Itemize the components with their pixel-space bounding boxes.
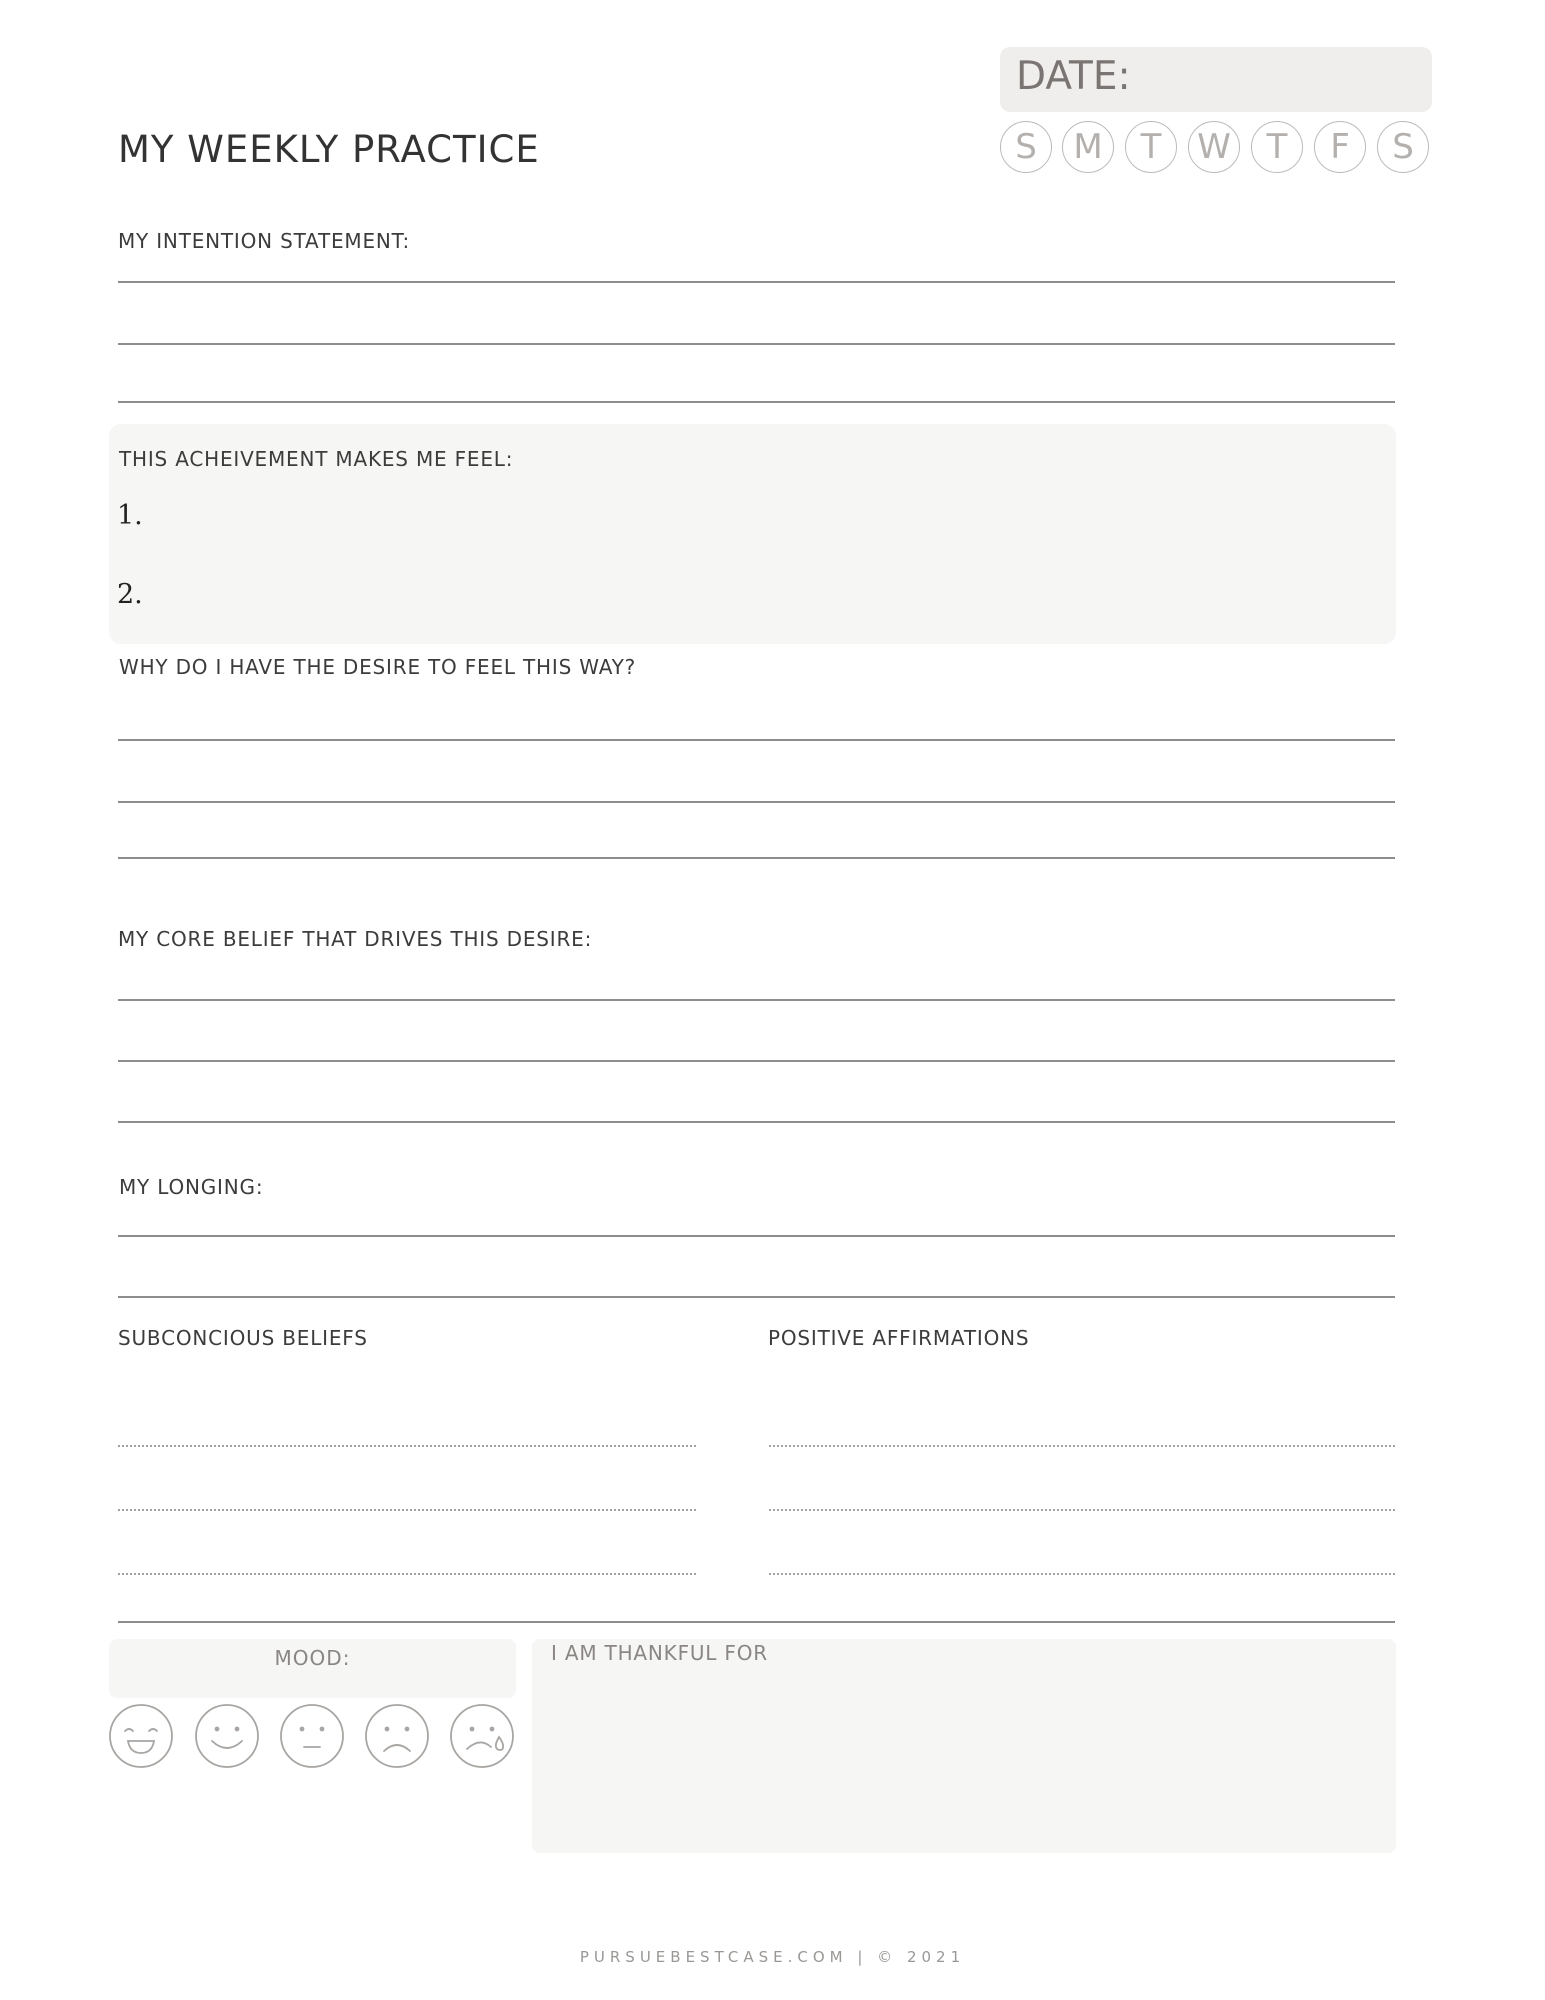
longing-label: MY LONGING: — [119, 1175, 264, 1199]
day-circle-saturday[interactable]: S — [1377, 121, 1429, 173]
feel-item-number: 1. — [117, 500, 143, 531]
affirmations-label: POSITIVE AFFIRMATIONS — [768, 1326, 1030, 1350]
day-circle-friday[interactable]: F — [1314, 121, 1366, 173]
day-circle-wednesday[interactable]: W — [1188, 121, 1240, 173]
longing-line[interactable] — [118, 1235, 1395, 1237]
section-divider — [118, 1621, 1395, 1623]
why-line[interactable] — [118, 857, 1395, 859]
feel-label: THIS ACHEIVEMENT MAKES ME FEEL: — [119, 447, 514, 471]
longing-line[interactable] — [118, 1296, 1395, 1298]
laughing-face-icon[interactable] — [108, 1703, 174, 1769]
core-belief-label: MY CORE BELIEF THAT DRIVES THIS DESIRE: — [118, 927, 593, 951]
feel-item-number: 2. — [117, 579, 143, 610]
day-circle-tuesday[interactable]: T — [1125, 121, 1177, 173]
day-circle-monday[interactable]: M — [1062, 121, 1114, 173]
smiling-face-icon[interactable] — [194, 1703, 260, 1769]
why-label: WHY DO I HAVE THE DESIRE TO FEEL THIS WAY? — [119, 655, 637, 679]
thankful-box[interactable] — [532, 1639, 1396, 1853]
intention-line[interactable] — [118, 343, 1395, 345]
affirmation-line[interactable] — [769, 1573, 1395, 1575]
intention-line[interactable] — [118, 401, 1395, 403]
subconscious-line[interactable] — [118, 1573, 696, 1575]
page-title: MY WEEKLY PRACTICE — [118, 128, 540, 171]
footer: PURSUEBESTCASE.COM | © 2021 — [579, 1948, 966, 1966]
intention-label: MY INTENTION STATEMENT: — [118, 229, 411, 253]
neutral-face-icon[interactable] — [279, 1703, 345, 1769]
sad-face-icon[interactable] — [364, 1703, 430, 1769]
core-belief-line[interactable] — [118, 999, 1395, 1001]
subconscious-line[interactable] — [118, 1509, 696, 1511]
why-line[interactable] — [118, 801, 1395, 803]
date-label: DATE: — [1016, 54, 1131, 99]
thankful-label: I AM THANKFUL FOR — [551, 1641, 768, 1665]
crying-face-icon[interactable] — [449, 1703, 515, 1769]
affirmation-line[interactable] — [769, 1509, 1395, 1511]
subconscious-line[interactable] — [118, 1445, 696, 1447]
day-circle-thursday[interactable]: T — [1251, 121, 1303, 173]
core-belief-line[interactable] — [118, 1060, 1395, 1062]
day-circle-sunday[interactable]: S — [1000, 121, 1052, 173]
mood-label: MOOD: — [274, 1646, 351, 1670]
affirmation-line[interactable] — [769, 1445, 1395, 1447]
core-belief-line[interactable] — [118, 1121, 1395, 1123]
why-line[interactable] — [118, 739, 1395, 741]
subconscious-label: SUBCONCIOUS BELIEFS — [118, 1326, 368, 1350]
intention-line[interactable] — [118, 281, 1395, 283]
